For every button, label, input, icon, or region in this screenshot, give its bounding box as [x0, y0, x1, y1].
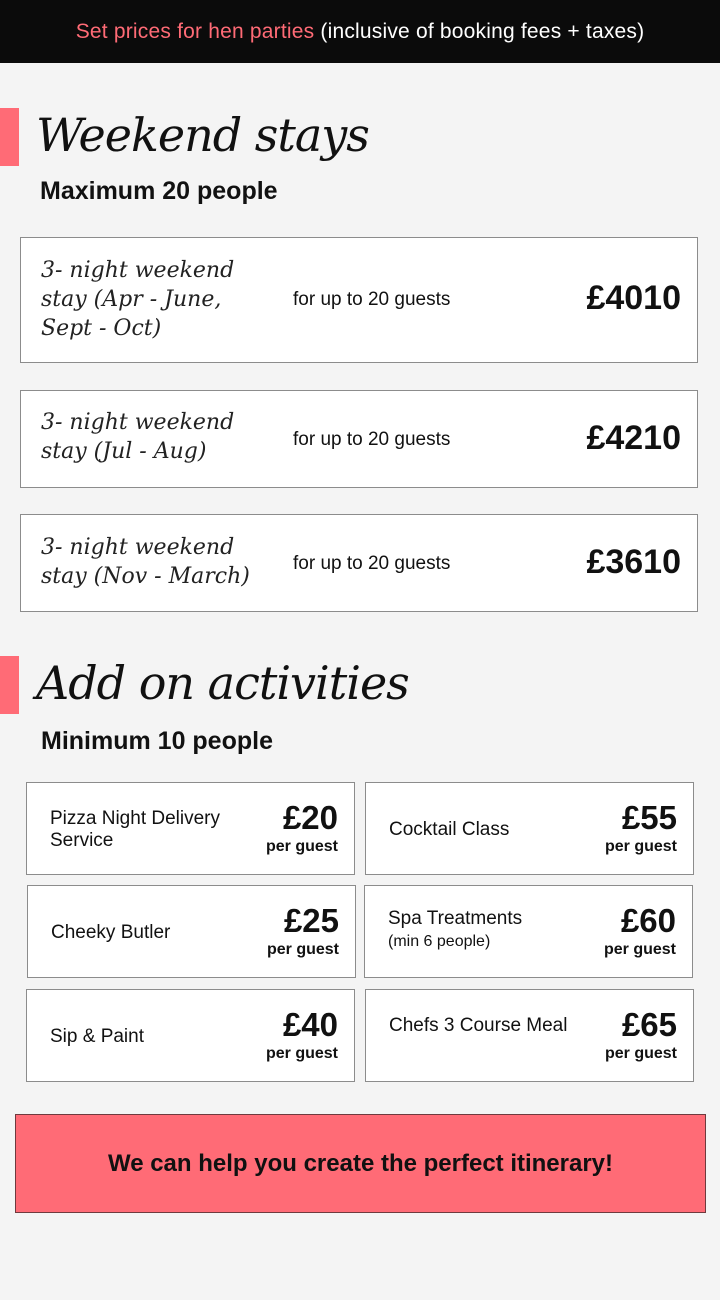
stay-guests: for up to 20 guests: [293, 429, 451, 450]
addons-section-subtitle: Minimum 10 people: [41, 727, 273, 755]
activity-per-label: per guest: [266, 941, 339, 958]
activity-price: £25: [283, 902, 339, 939]
stay-price: £4210: [586, 419, 681, 457]
activity-note: (min 6 people): [388, 933, 491, 950]
stay-card: [20, 237, 698, 363]
activity-card-cocktail: [365, 782, 694, 875]
stay-card: [20, 514, 698, 612]
activity-name: Cheeky Butler: [51, 922, 171, 943]
weekend-section-title: Weekend stays: [36, 108, 369, 162]
activity-card-butler: [27, 885, 356, 978]
section-marker: [0, 108, 19, 166]
activity-per-label: per guest: [604, 1045, 677, 1062]
stay-guests: for up to 20 guests: [293, 289, 451, 310]
activity-card-pizza: [26, 782, 355, 875]
activity-name: [388, 908, 568, 953]
activity-card-spa: [364, 885, 693, 978]
addons-section-title: Add on activities: [36, 656, 409, 710]
itinerary-cta-button[interactable]: [15, 1114, 706, 1213]
activity-card-chefs-meal: [365, 989, 694, 1082]
activity-per-label: per guest: [604, 838, 677, 855]
stay-price: £3610: [586, 543, 681, 581]
activity-per-label: per guest: [603, 941, 676, 958]
stay-guests: for up to 20 guests: [293, 553, 451, 574]
activity-price: £65: [621, 1006, 677, 1043]
activity-name: Pizza Night Delivery Service: [50, 808, 220, 851]
activity-price: £55: [621, 799, 677, 836]
activity-price: £40: [282, 1006, 338, 1043]
activity-name: Cocktail Class: [389, 819, 510, 840]
activity-price: £60: [620, 902, 676, 939]
banner-highlight: Set prices for hen parties: [75, 19, 315, 43]
activity-name: Chefs 3 Course Meal: [389, 1015, 568, 1036]
banner-text: (inclusive of booking fees + taxes): [320, 19, 645, 43]
activity-card-sip-paint: [26, 989, 355, 1082]
top-banner: [0, 0, 720, 63]
activity-name-text: Spa Treatments: [388, 908, 523, 929]
section-marker: [0, 656, 19, 714]
activity-per-label: per guest: [265, 1045, 338, 1062]
activity-per-label: per guest: [265, 838, 338, 855]
cta-label: We can help you create the perfect itinerary!: [107, 1149, 614, 1177]
weekend-section-subtitle: Maximum 20 people: [40, 177, 278, 205]
stay-name: 3- night weekend stay (Jul - Aug): [41, 410, 235, 464]
stay-card: [20, 390, 698, 488]
activity-price: £20: [282, 799, 338, 836]
stay-name: 3- night weekend stay (Nov - March): [41, 535, 250, 589]
activity-name: Sip & Paint: [50, 1026, 144, 1047]
stay-price: £4010: [586, 279, 681, 317]
stay-name: 3- night weekend stay (Apr - June, Sept - Oct): [41, 258, 235, 341]
